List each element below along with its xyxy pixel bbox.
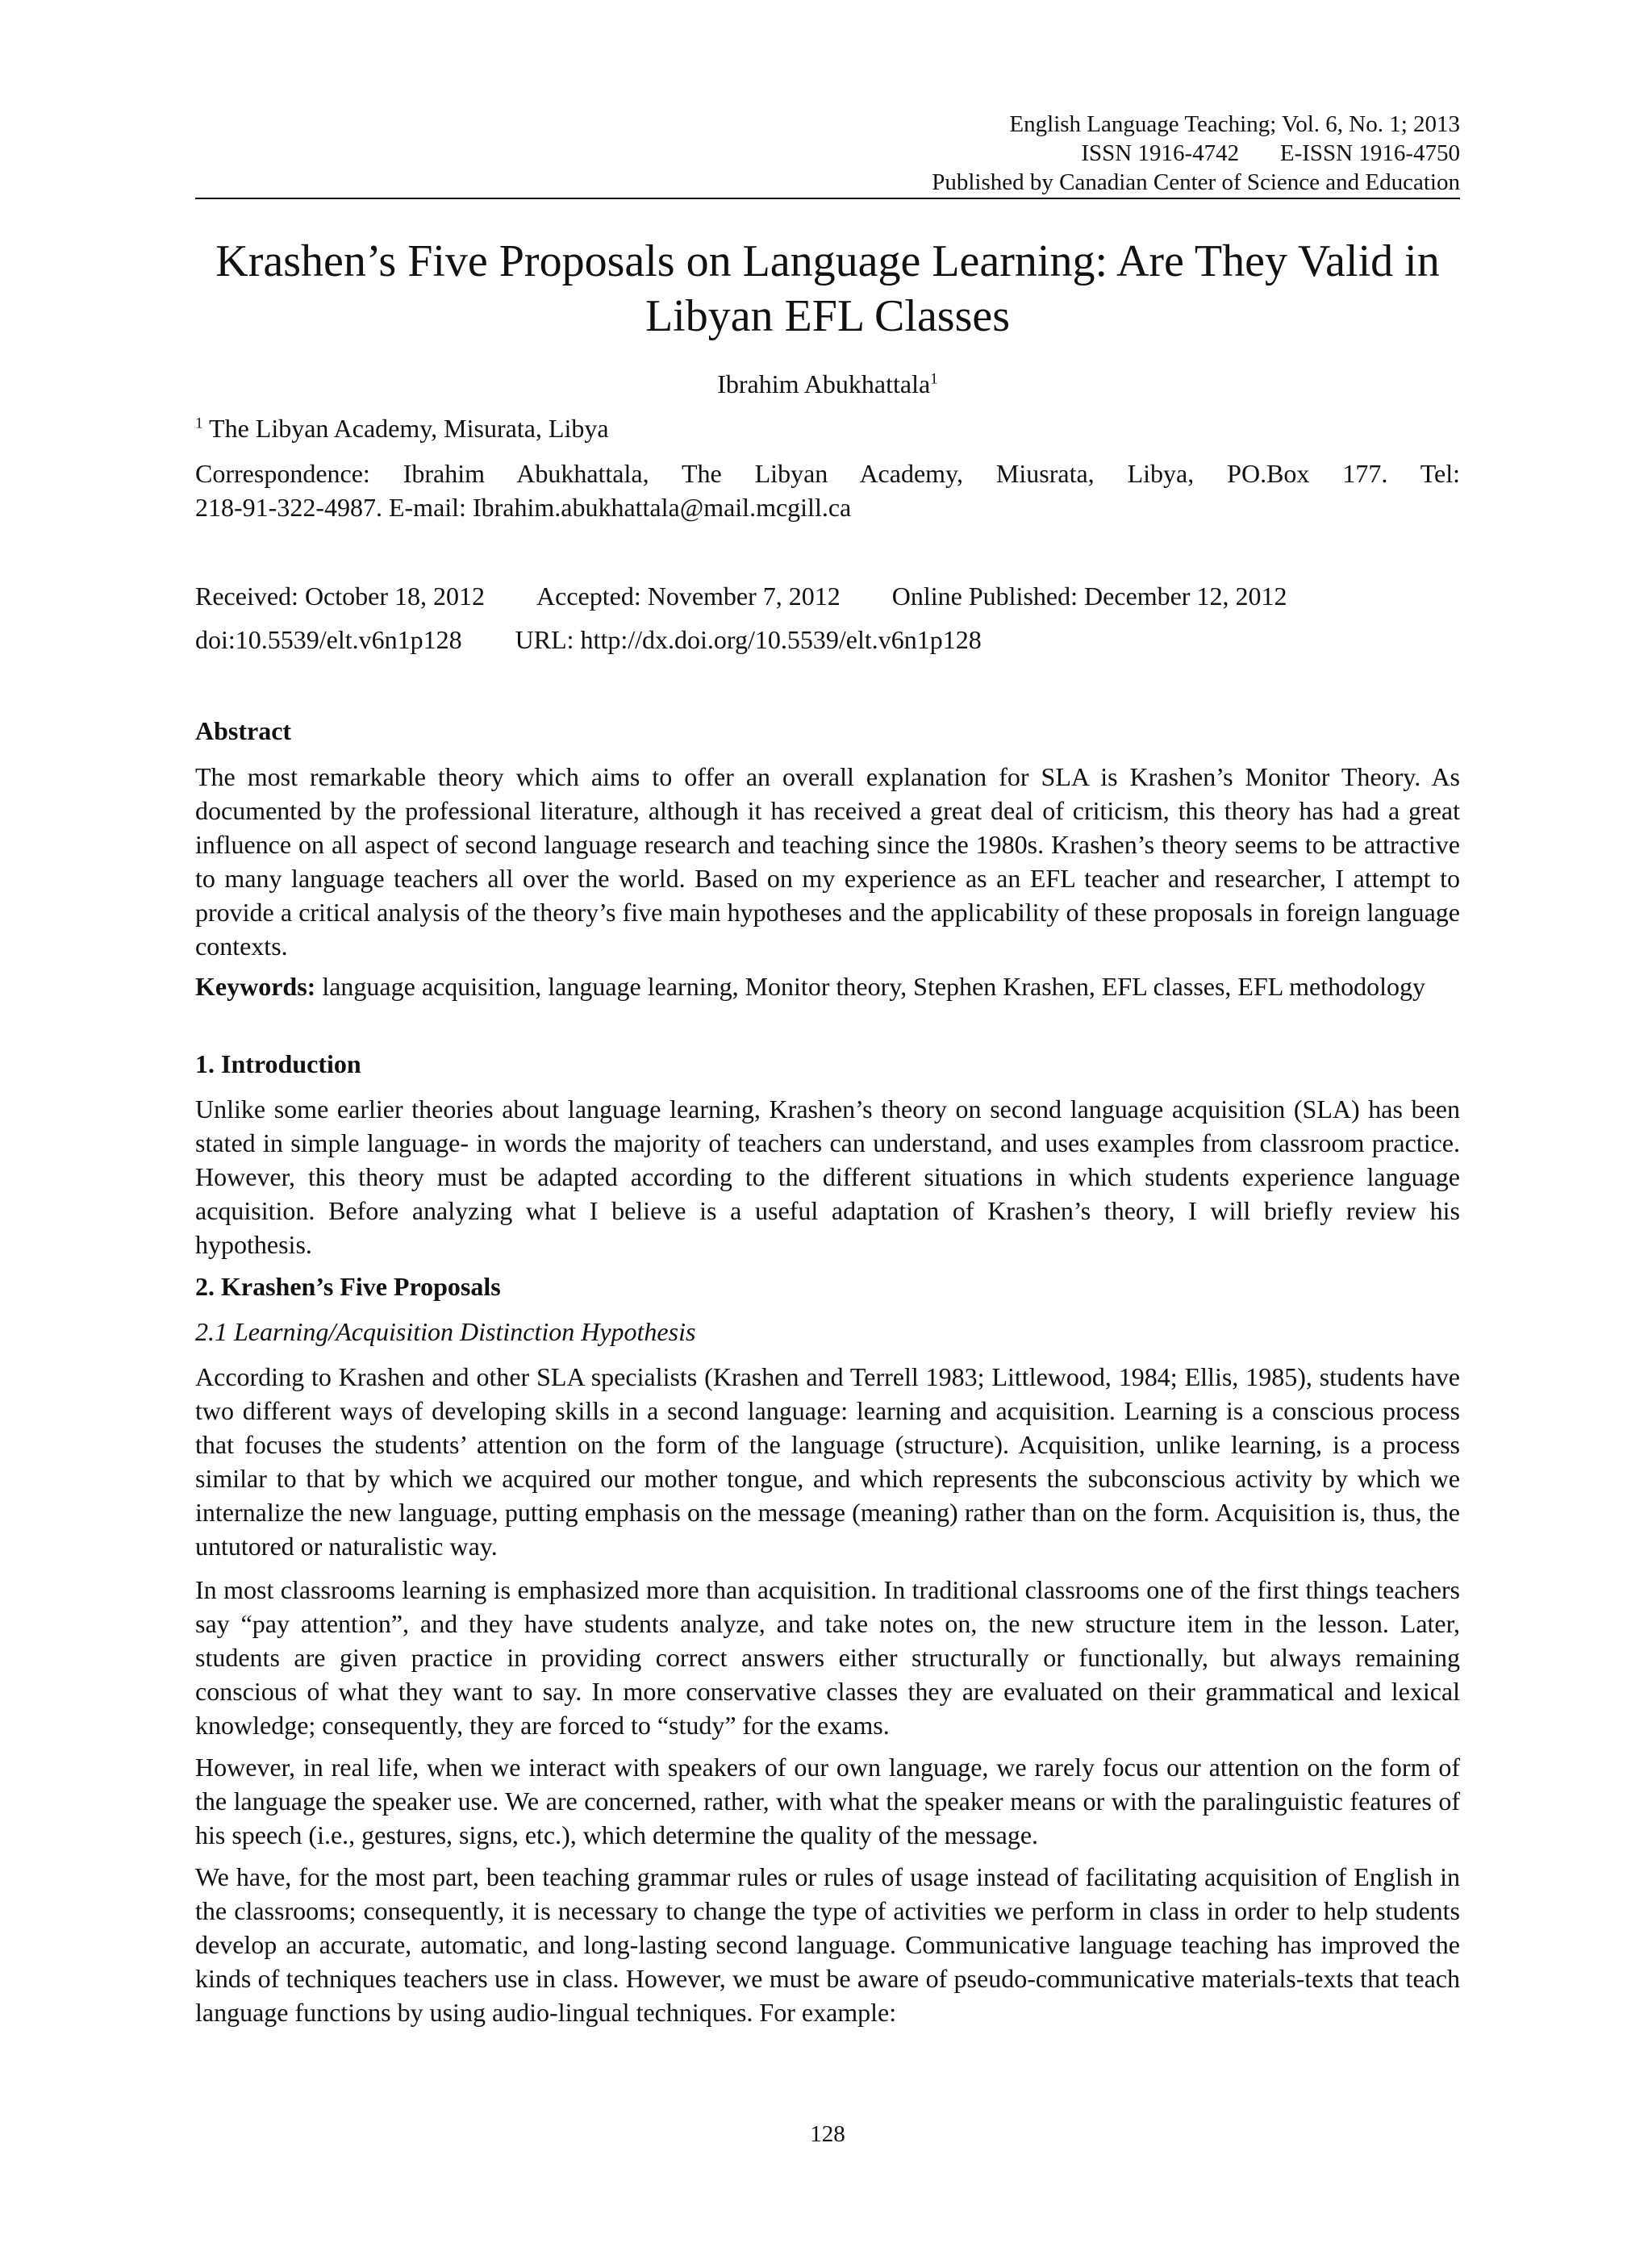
page-number: 128 xyxy=(810,2121,845,2147)
author-sup: 1 xyxy=(930,370,938,388)
date-accepted: Accepted: November 7, 2012 xyxy=(536,582,841,611)
correspondence-line-1: Correspondence: Ibrahim Abukhattala, The Libyan Academy, Miusrata, Libya, PO.Box 177. Tel: xyxy=(195,459,1460,488)
header-rule xyxy=(195,198,1460,199)
dates xyxy=(195,579,1460,613)
author-name: Ibrahim Abukhattala xyxy=(717,369,931,398)
doi-row xyxy=(195,623,1460,657)
journal-issn: ISSN 1916-4742 E-ISSN 1916-4750 xyxy=(1081,140,1460,166)
section-2-paragraph-4: We have, for the most part, been teaching grammar rules or rules of usage instead of facilitating acquisition of English in the classrooms; consequently, it is necessary to change the type of activities we perform in class in order to help students develop an accurate, automatic, and long-lasting second language. Communicative language teaching has improved the kinds of techniques teachers use in class. However, we must be aware of pseudo-communicative materials-texts that teach language functions by using audio-lingual techniques. For example: xyxy=(195,1862,1460,2027)
journal-publisher: Published by Canadian Center of Science and Education xyxy=(932,169,1460,195)
correspondence-line-2: 218-91-322-4987. E-mail: Ibrahim.abukhattala@mail.mcgill.ca xyxy=(195,493,852,522)
journal-info xyxy=(932,110,1460,197)
section-1-heading: 1. Introduction xyxy=(195,1049,361,1078)
doi: doi:10.5539/elt.v6n1p128 xyxy=(195,625,462,654)
keywords-label: Keywords: xyxy=(195,972,316,1001)
correspondence xyxy=(195,457,1460,524)
keywords-text: language acquisition, language learning, Monitor theory, Stephen Krashen, EFL classes, EFL methodology xyxy=(315,972,1425,1001)
date-received: Received: October 18, 2012 xyxy=(195,582,485,611)
date-published: Online Published: December 12, 2012 xyxy=(891,582,1287,611)
section-2-paragraph-2: In most classrooms learning is emphasized more than acquisition. In traditional classrooms one of the first things teachers say “pay attention”, and they have students analyze, and take notes on, the new structure item in the lesson. Later, students are given practice in providing correct answers either structurally or functionally, but always remaining conscious of what they want to say. In more conservative classes they are evaluated on their grammatical and lexical knowledge; consequently, they are forced to “study” for the exams. xyxy=(195,1575,1460,1740)
section-2-paragraph-3: However, in real life, when we interact with speakers of our own language, we rarely focus our attention on the form of the language the speaker use. We are concerned, rather, with what the speaker means or with the paralinguistic features of his speech (i.e., gestures, signs, etc.), which determine the quality of the message. xyxy=(195,1753,1460,1849)
author xyxy=(195,369,1460,399)
abstract-text: The most remarkable theory which aims to offer an overall explanation for SLA is Krashen’s Monitor Theory. As documented by the professional literature, although it has received a great deal of criticism, this theory has had a great influence on all aspect of second language research and teaching since the 1980s. Krashen’s theory seems to be attractive to many language teachers all over the world. Based on my experience as an EFL teacher and researcher, I attempt to provide a critical analysis of the theory’s five main hypotheses and the applicability of these proposals in foreign language contexts. xyxy=(195,762,1460,961)
keywords xyxy=(195,969,1460,1003)
affiliation-sup: 1 xyxy=(195,415,203,432)
paper-title: Krashen’s Five Proposals on Language Learning: Are They Valid in Libyan EFL Classes xyxy=(215,236,1440,341)
affiliation xyxy=(195,411,1460,445)
affiliation-text: The Libyan Academy, Misurata, Libya xyxy=(202,414,609,443)
doi-url[interactable]: URL: http://dx.doi.org/10.5539/elt.v6n1p128 xyxy=(515,625,982,654)
section-2-paragraph-1: According to Krashen and other SLA specialists (Krashen and Terrell 1983; Littlewood, 1984; Ellis, 1985), students have two different ways of developing skills in a second language: learning and acquisition. Learning is a conscious process that focuses the students’ attention on the form of the language (structure). Acquisition, unlike learning, is a process similar to that by which we acquired our mother tongue, and which represents the subconscious activity by which we internalize the new language, putting emphasis on the message (meaning) rather than on the form. Acquisition is, thus, the untutored or naturalistic way. xyxy=(195,1362,1460,1561)
subsection-2-1-heading: 2.1 Learning/Acquisition Distinction Hypothesis xyxy=(195,1317,696,1346)
section-1-paragraph: Unlike some earlier theories about language learning, Krashen’s theory on second language acquisition (SLA) has been stated in simple language- in words the majority of teachers can understand, and uses examples from classroom practice. However, this theory must be adapted according to the different situations in which students experience language acquisition. Before analyzing what I believe is a useful adaptation of Krashen’s theory, I will briefly review his hypothesis. xyxy=(195,1094,1460,1259)
abstract-heading: Abstract xyxy=(195,716,292,745)
section-2-heading: 2. Krashen’s Five Proposals xyxy=(195,1272,501,1301)
journal-line-1: English Language Teaching; Vol. 6, No. 1; 2013 xyxy=(1009,111,1460,137)
